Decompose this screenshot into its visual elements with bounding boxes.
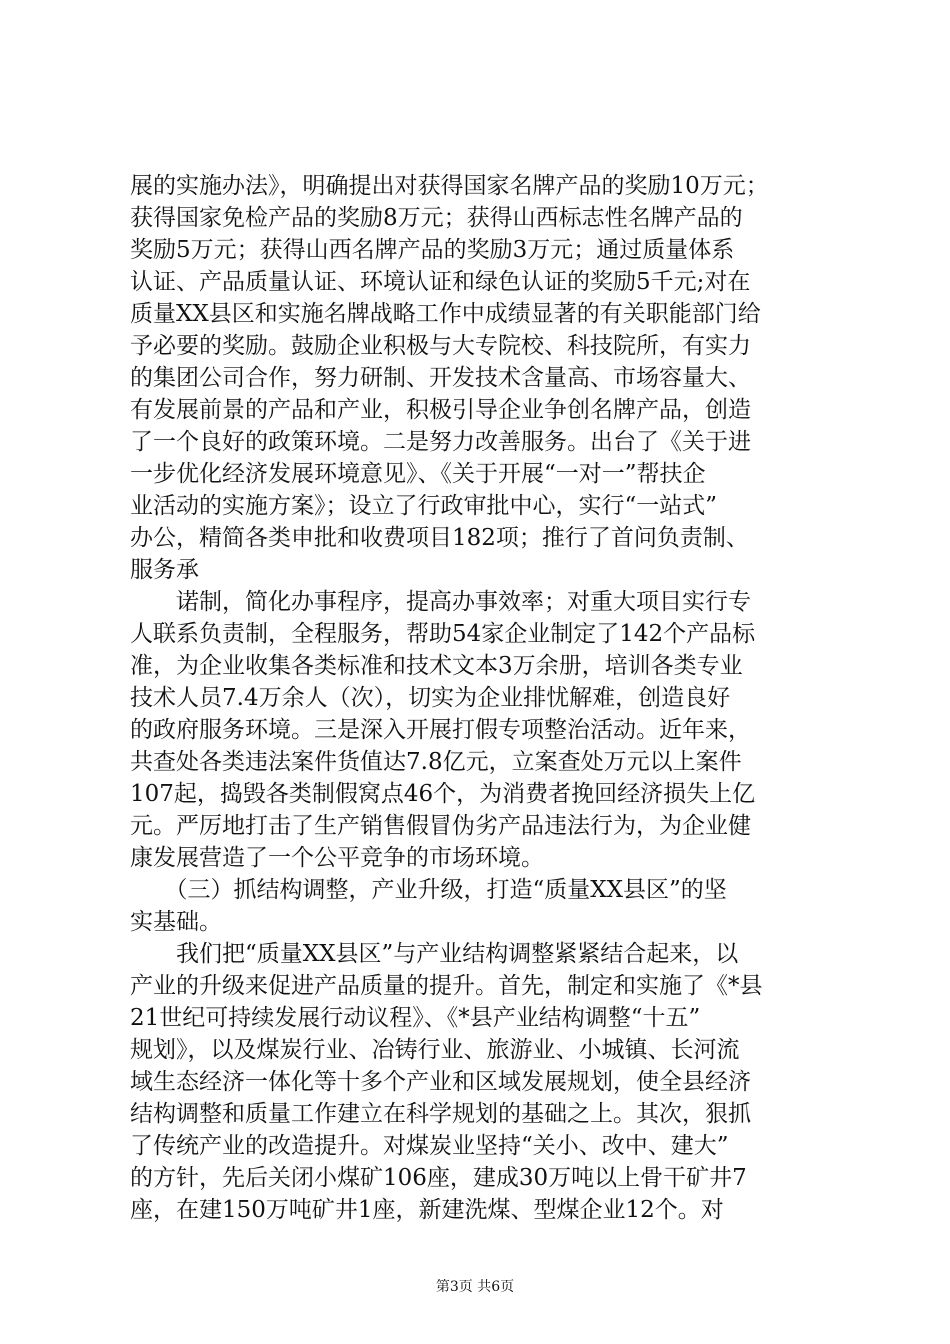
text-line: 准，为企业收集各类标准和技术文本3万余册，培训各类专业 <box>130 653 743 679</box>
text-line: 了一个良好的政策环境。二是努力改善服务。出台了《关于进 <box>130 429 751 455</box>
text-line: 座，在建150万吨矿井1座，新建洗煤、型煤企业12个。对 <box>130 1197 724 1223</box>
text-line: 规划》，以及煤炭行业、冶铸行业、旅游业、小城镇、长河流 <box>130 1037 740 1063</box>
text-line: 业活动的实施方案》；设立了行政审批中心，实行“一站式” <box>130 493 718 519</box>
text-line: 获得国家免检产品的奖励8万元；获得山西标志性名牌产品的 <box>130 205 743 231</box>
text-line: 办公，精简各类申批和收费项目182项；推行了首问负责制、 <box>130 525 749 551</box>
text-line: 实基础。 <box>130 909 222 935</box>
text-line: 的集团公司合作，努力研制、开发技术含量高、市场容量大、 <box>130 365 751 391</box>
text-line: 的方针，先后关闭小煤矿106座，建成30万吨以上骨干矿井7 <box>130 1165 747 1191</box>
text-line: 元。严厉地打击了生产销售假冒伪劣产品违法行为，为企业健 <box>130 813 751 839</box>
text-line: 展的实施办法》，明确提出对获得国家名牌产品的奖励10万元； <box>130 173 769 199</box>
text-line: 康发展营造了一个公平竞争的市场环境。 <box>130 845 544 871</box>
text-line: 一步优化经济发展环境意见》、《关于开展“一对一”帮扶企 <box>130 461 706 487</box>
text-line: （三）抓结构调整，产业升级，打造“质量XX县区”的坚 <box>130 877 727 903</box>
text-line: 了传统产业的改造提升。对煤炭业坚持“关小、改中、建大” <box>130 1133 729 1159</box>
text-line: 的政府服务环境。三是深入开展打假专项整治活动。近年来， <box>130 717 751 743</box>
document-body <box>130 170 830 1226</box>
text-line: 107起，捣毁各类制假窝点46个，为消费者挽回经济损失上亿 <box>130 781 756 807</box>
text-line: 共查处各类违法案件货值达7.8亿元，立案查处万元以上案件 <box>130 749 742 775</box>
text-line: 认证、产品质量认证、环境认证和绿色认证的奖励5千元;对在 <box>130 269 751 295</box>
page-footer: 第3页 共6页 <box>435 1279 515 1295</box>
text-line: 域生态经济一体化等十多个产业和区域发展规划，使全县经济 <box>130 1069 751 1095</box>
text-line: 技术人员7.4万余人（次），切实为企业排忧解难，创造良好 <box>130 685 731 711</box>
text-line: 结构调整和质量工作建立在科学规划的基础之上。其次，狠抓 <box>130 1101 751 1127</box>
text-line: 21世纪可持续发展行动议程》、《*县产业结构调整“十五” <box>130 1005 701 1031</box>
text-line: 诺制，简化办事程序，提高办事效率；对重大项目实行专 <box>130 589 751 615</box>
text-line: 有发展前景的产品和产业，积极引导企业争创名牌产品，创造 <box>130 397 751 423</box>
text-line: 质量XX县区和实施名牌战略工作中成绩显著的有关职能部门给 <box>130 301 761 327</box>
text-line: 人联系负责制，全程服务，帮助54家企业制定了142个产品标 <box>130 621 756 647</box>
text-line: 产业的升级来促进产品质量的提升。首先，制定和实施了《*县 <box>130 973 763 999</box>
text-line: 予必要的奖励。鼓励企业积极与大专院校、科技院所，有实力 <box>130 333 751 359</box>
text-line: 我们把“质量XX县区”与产业结构调整紧紧结合起来，以 <box>130 941 739 967</box>
text-line: 奖励5万元；获得山西名牌产品的奖励3万元；通过质量体系 <box>130 237 735 263</box>
text-line: 服务承 <box>130 557 199 583</box>
